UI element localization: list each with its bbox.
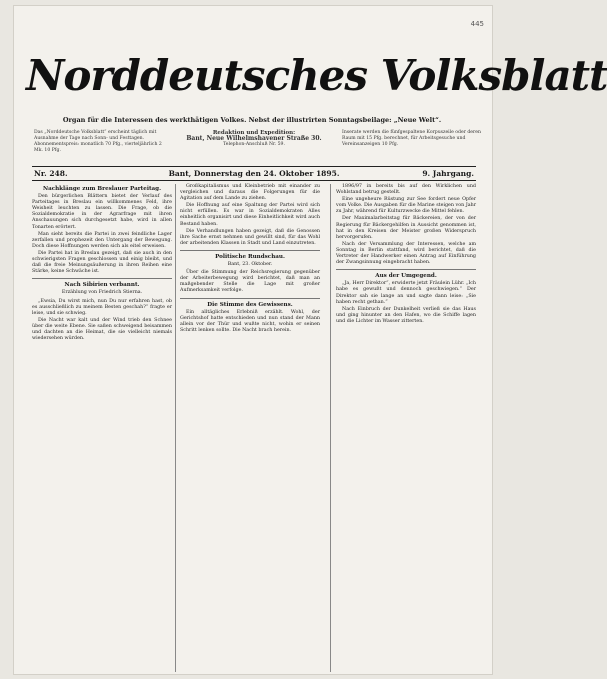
column-1 — [32, 184, 172, 672]
page-number: 445 — [470, 20, 484, 28]
article-paragraph: Die Verhandlungen haben gezeigt, daß die Genossen ihre Sache ernst nehmen und gewillt sind, für das Wohl der arbeitenden Klassen in Stadt und Land einzutreten. — [180, 228, 320, 246]
article-paragraph: Die Hoffnung auf eine Spaltung der Partei wird sich nicht erfüllen. Es war in Sozialdemokraten Alles einheitlich organisirt und diese Einheitlichkeit wird auch Bestand haben. — [180, 203, 320, 227]
subscription-info: Das „Norddeutsche Volksblatt“ erscheint täglich mit Ausnahme der Tage nach Sonn- und Festtagen. Abonnementspreis: monatlich 70 Pfg., vierteljährlich 2 Mk. 10 Pfg. — [34, 130, 162, 153]
masthead-subtitle: Organ für die Interessen des werkthätigen Volkes. Nebst der illustrirten Sonntagsbeilage: „Neue Welt“. — [62, 116, 442, 124]
article-paragraph: Eine ungeheure Rüstung zur See fordert neue Opfer vom Volke. Die Ausgaben für die Marine steigen von Jahr zu Jahr, während für Kulturzwecke die Mittel fehlen. — [336, 197, 476, 215]
editorial-address: Bant, Neue Wilhelmshavener Straße 30. — [186, 135, 322, 142]
advert-info: Inserate werden die fünfgespaltene Korpuszeile oder deren Raum mit 15 Pfg. berechnet, für Arbeitsgesuche und Vereinsanzeigen 10 Pfg. — [342, 130, 481, 147]
article-paragraph: Die Nacht war kalt und der Wind trieb den Schnee über die weite Ebene. Sie saßen schweigend beisammen und dachten an die Heimat, die sie vielleicht niemals wiedersehen würden. — [32, 317, 172, 342]
column-3 — [336, 184, 476, 672]
article-paragraph: Nach der Versammlung der Interessen, welche am Sonntag in Berlin stattfand, wird berichtet, daß die Vertreter der Handwerker einen Antrag auf Einführung der Zwangsinnung eingebracht haben. — [336, 241, 476, 266]
issue-year: 9. Jahrgang. — [422, 169, 474, 178]
article-paragraph: Den bürgerlichen Blättern bietet der Verlauf des Parteitages in Breslau ein willkommenes Feld, ihre Weisheit leuchten zu lassen. Die Frage, ob die Sozialdemokratie in der Agrarfrage mit ihren Anschauungen sich durchgesetzt habe, wird in allen Tonarten erörtert. — [32, 194, 172, 230]
politics-heading: Politische Rundschau. — [215, 253, 285, 260]
column-divider — [175, 184, 176, 672]
section-rule — [180, 298, 320, 299]
column-2 — [180, 184, 320, 672]
article-paragraph: Nach Einbruch der Dunkelheit verließ sie das Haus und ging hinunter an den Hafen, wo die Schiffe lagen und die Lichter im Wasser zitterten. — [336, 306, 476, 324]
politics-dateline: Bant, 23. Oktober. — [227, 262, 273, 268]
article-heading: Nachklänge zum Breslauer Parteitag. — [42, 186, 162, 192]
article-paragraph: Über die Stimmung der Reichsregierung gegenüber der Arbeiterbewegung wird berichtet, daß man an maßgebender Stelle die Lage mit großer Aufmerksamkeit verfolge. — [180, 270, 320, 294]
article-paragraph: Großkapitalismus und Kleinbetrieb mit einander zu vergleichen und daraus die Folgerungen für die Agitation auf dem Lande zu ziehen. — [180, 184, 320, 202]
section-rule — [32, 278, 172, 279]
editorial-title: Redaktion und Expedition: — [212, 130, 296, 136]
dateline — [32, 166, 476, 181]
feuilleton-byline: Erzählung von Friedrich Stierna. — [61, 290, 143, 296]
story-heading: Die Stimme des Gewissens. — [207, 301, 293, 308]
article-paragraph: Die Partei hat in Breslau gezeigt, daß sie auch in den schwierigsten Fragen geschlossen und einig bleibt, und daß die freie Meinungsäußerung in ihren Reihen eine Stärke, keine Schwäche ist. — [32, 250, 172, 275]
issue-number: Nr. 248. — [34, 169, 68, 178]
article-paragraph: „Ewsia, Du wirst mich, nun Du nur erfahren hast, ob es ausschließlich zu meinem Besten geschah?“ fragte er leise, und sie schwieg. — [32, 298, 172, 316]
newspaper-page — [14, 6, 607, 674]
article-paragraph: Man sieht bereits die Partei in zwei feindliche Lager zerfallen und prophezeit den Untergang der Bewegung. Doch diese Hoffnungen werden sich als eitel erweisen. — [32, 231, 172, 249]
masthead-title: Norddeutsches Volksblatt — [26, 51, 607, 100]
feuilleton-heading: Nach Sibirien verbannt. — [64, 282, 140, 289]
section-rule — [336, 269, 476, 270]
editorial-phone: Telephon-Anschluß Nr. 59. — [223, 142, 285, 147]
article-paragraph: Der Maximalarbeitstag für Bäckereien, der von der Regierung für Bäckergehilfen in Aussicht genommen ist, hat in den Kreisen der Meister großen Widerspruch hervorgerufen. — [336, 216, 476, 240]
article-paragraph: 1896/97 in bereits bis auf den Wirklichen und Wohlstand betrug gestellt. — [336, 184, 476, 196]
section-rule — [180, 250, 320, 251]
editorial-info — [174, 130, 334, 164]
article-paragraph: Ein alltägliches Erlebniß erzählt. Wohl, der Gerichtshof hatte entschieden und nun stand der Mann allein vor der Thür und wußte nicht, wohin er seinen Schritt lenken sollte. Die Nacht brach herein. — [180, 309, 320, 333]
column-divider — [330, 184, 331, 672]
local-heading: Aus der Umgegend. — [375, 273, 437, 280]
issue-date: Bant, Donnerstag den 24. Oktober 1895. — [168, 169, 340, 178]
article-paragraph: „Ja, Herr Direktor“, erwiderte jetzt Fräulein Lühr. „Ich habe es gewußt und dennoch geschwiegen.“ Der Direktor sah sie lange an und sagte dann leise: „Sie haben recht gethan.“ — [336, 281, 476, 305]
